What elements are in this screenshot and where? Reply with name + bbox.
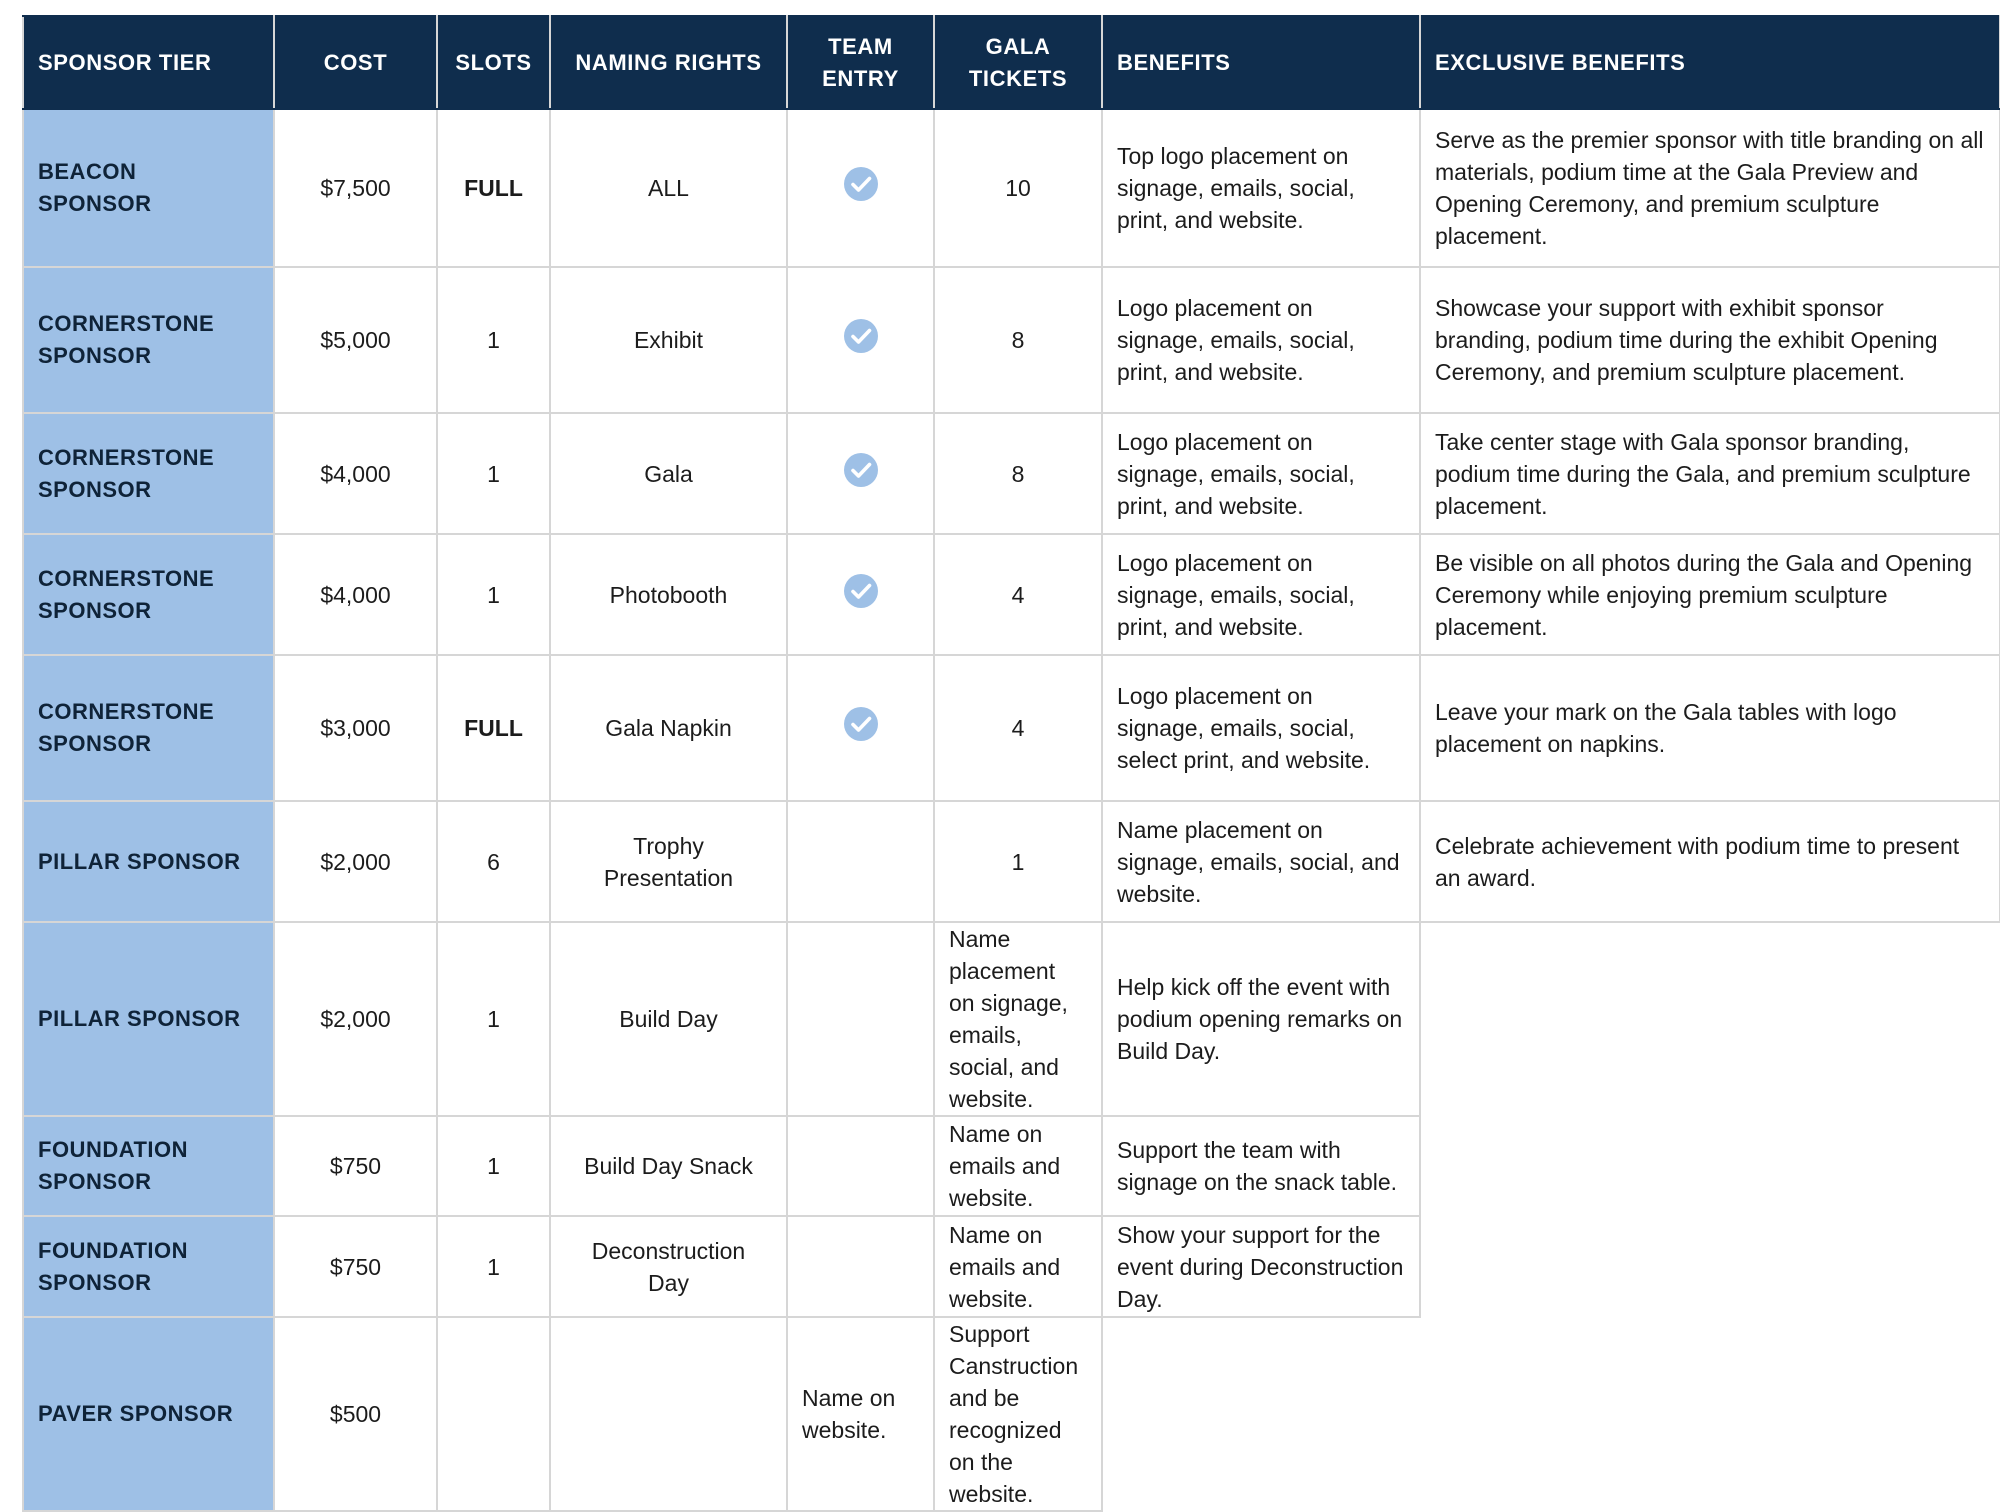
- table-row: [23, 801, 2000, 922]
- table-row: [23, 655, 2000, 801]
- tier-line1: PILLAR SPONSOR: [38, 1006, 241, 1031]
- cell-naming-rights: [550, 109, 787, 267]
- tier-line1: CORNERSTONE: [38, 311, 215, 336]
- header-row: [23, 16, 2000, 109]
- tier-line1: PILLAR SPONSOR: [38, 848, 241, 874]
- naming-line1: Build Day: [619, 1006, 718, 1032]
- header-cost: COST: [274, 16, 437, 109]
- cell-cost: $2,000: [274, 801, 437, 922]
- naming-line1: Photobooth: [609, 581, 728, 608]
- cell-exclusive-benefits: Celebrate achievement with podium time to present an award.: [1420, 801, 2000, 922]
- cell-exclusive-benefits: Support Canstruction and be recognized on the website.: [934, 1317, 1102, 1511]
- tier-line1: FOUNDATION: [38, 1137, 189, 1162]
- tier-line2: SPONSOR: [38, 731, 152, 756]
- cell-exclusive-benefits: Show your support for the event during Deconstruction Day.: [1102, 1216, 1420, 1317]
- naming-line1: Deconstruction: [591, 1237, 746, 1264]
- check-circle-icon: [843, 166, 879, 210]
- tier-line2: SPONSOR: [38, 476, 152, 502]
- header-gala-line1: GALA: [985, 33, 1051, 59]
- check-circle-icon: [843, 318, 879, 362]
- cell-gala-tickets: 1: [934, 801, 1102, 922]
- tier-line2: SPONSOR: [38, 191, 152, 216]
- header-team-entry: [787, 16, 934, 109]
- cell-cost: $4,000: [274, 534, 437, 655]
- cell-cost: $7,500: [274, 109, 437, 267]
- cell-benefits: Name placement on signage, emails, social, and website.: [934, 922, 1102, 1116]
- cell-benefits: Name placement on signage, emails, social, and website.: [1102, 801, 1420, 922]
- cell-naming-rights: [550, 1216, 787, 1317]
- table-row: [23, 1216, 2000, 1317]
- sponsor-table: [22, 15, 2000, 1512]
- cell-naming-rights: [550, 1116, 787, 1216]
- tier-line2: SPONSOR: [38, 343, 152, 368]
- cell-slots: 1: [437, 267, 550, 413]
- naming-line2: Day: [648, 1269, 689, 1296]
- cell-team-entry: [787, 922, 934, 1116]
- cell-slots: 1: [437, 1116, 550, 1216]
- cell-slots: 1: [437, 922, 550, 1116]
- cell-gala-tickets: 10: [934, 109, 1102, 267]
- cell-gala-tickets: 4: [934, 534, 1102, 655]
- header-benefits: BENEFITS: [1102, 16, 1420, 109]
- cell-naming-rights: [550, 267, 787, 413]
- cell-exclusive-benefits: Take center stage with Gala sponsor branding, podium time during the Gala, and premium sculpture placement.: [1420, 413, 2000, 534]
- cell-benefits: Logo placement on signage, emails, social, print, and website.: [1102, 534, 1420, 655]
- tier-line1: FOUNDATION: [38, 1237, 189, 1263]
- table-row: [23, 922, 2000, 1116]
- cell-sponsor-tier: [23, 655, 274, 801]
- tier-line1: BEACON: [38, 159, 137, 184]
- header-team-entry-line2: ENTRY: [822, 65, 899, 91]
- naming-line1: Gala: [644, 460, 693, 487]
- check-circle-icon: [843, 706, 879, 750]
- header-gala-line2: TICKETS: [968, 65, 1068, 91]
- cell-slots: 1: [437, 534, 550, 655]
- cell-benefits: Logo placement on signage, emails, social, print, and website.: [1102, 267, 1420, 413]
- cell-naming-rights: [550, 413, 787, 534]
- cell-cost: $500: [274, 1317, 437, 1511]
- cell-slots: 1: [437, 413, 550, 534]
- cell-slots: 6: [437, 801, 550, 922]
- cell-gala-tickets: 4: [934, 655, 1102, 801]
- cell-team-entry: [787, 1216, 934, 1317]
- cell-gala-tickets: 8: [934, 267, 1102, 413]
- header-exclusive-benefits: EXCLUSIVE BENEFITS: [1420, 16, 2000, 109]
- header-sponsor-tier: SPONSOR TIER: [23, 16, 274, 109]
- tier-line1: CORNERSTONE: [38, 699, 215, 724]
- tier-line1: CORNERSTONE: [38, 444, 215, 470]
- table-row: [23, 413, 2000, 534]
- header-slots: SLOTS: [437, 16, 550, 109]
- cell-cost: $4,000: [274, 413, 437, 534]
- cell-naming-rights: [550, 655, 787, 801]
- table-row: [23, 534, 2000, 655]
- table-row: [23, 267, 2000, 413]
- cell-benefits: Name on website.: [787, 1317, 934, 1511]
- table-row: [23, 1317, 2000, 1511]
- cell-exclusive-benefits: Showcase your support with exhibit sponsor branding, podium time during the exhibit Opening Ceremony, and premium sculpture placement.: [1420, 267, 2000, 413]
- cell-benefits: Top logo placement on signage, emails, social, print, and website.: [1102, 109, 1420, 267]
- cell-sponsor-tier: [23, 109, 274, 267]
- naming-line2: Presentation: [603, 864, 734, 891]
- cell-exclusive-benefits: Be visible on all photos during the Gala and Opening Ceremony while enjoying premium sculpture placement.: [1420, 534, 2000, 655]
- cell-sponsor-tier: [23, 1216, 274, 1317]
- table-row: [23, 1116, 2000, 1216]
- cell-exclusive-benefits: Support the team with signage on the snack table.: [1102, 1116, 1420, 1216]
- cell-team-entry: [787, 801, 934, 922]
- cell-team-entry: [787, 655, 934, 801]
- cell-sponsor-tier: [23, 801, 274, 922]
- cell-gala-tickets: 8: [934, 413, 1102, 534]
- cell-benefits: Name on emails and website.: [934, 1116, 1102, 1216]
- cell-sponsor-tier: [23, 534, 274, 655]
- cell-team-entry: [787, 109, 934, 267]
- cell-cost: $5,000: [274, 267, 437, 413]
- tier-line2: SPONSOR: [38, 597, 152, 623]
- cell-naming-rights: [550, 801, 787, 922]
- cell-team-entry: [787, 534, 934, 655]
- cell-sponsor-tier: [23, 267, 274, 413]
- naming-line1: Exhibit: [633, 327, 704, 353]
- naming-line1: ALL: [648, 175, 689, 201]
- tier-line2: SPONSOR: [38, 1169, 152, 1194]
- check-circle-icon: [843, 573, 879, 617]
- cell-cost: $3,000: [274, 655, 437, 801]
- sponsor-table-container: [22, 15, 2000, 1512]
- cell-team-entry: [787, 267, 934, 413]
- cell-benefits: Logo placement on signage, emails, social, select print, and website.: [1102, 655, 1420, 801]
- check-circle-icon: [843, 452, 879, 496]
- tier-line1: CORNERSTONE: [38, 565, 215, 591]
- cell-cost: $750: [274, 1116, 437, 1216]
- naming-line1: Gala Napkin: [605, 715, 732, 741]
- cell-naming-rights: [550, 922, 787, 1116]
- cell-exclusive-benefits: Help kick off the event with podium opening remarks on Build Day.: [1102, 922, 1420, 1116]
- cell-exclusive-benefits: Leave your mark on the Gala tables with logo placement on napkins.: [1420, 655, 2000, 801]
- cell-sponsor-tier: [23, 922, 274, 1116]
- cell-slots: FULL: [437, 109, 550, 267]
- cell-team-entry: [787, 1116, 934, 1216]
- cell-slots: FULL: [437, 655, 550, 801]
- cell-cost: $2,000: [274, 922, 437, 1116]
- cell-exclusive-benefits: Serve as the premier sponsor with title branding on all materials, podium time at the Gala Preview and Opening Ceremony, and premium sculpture placement.: [1420, 109, 2000, 267]
- cell-sponsor-tier: [23, 1317, 274, 1511]
- cell-benefits: Logo placement on signage, emails, social, print, and website.: [1102, 413, 1420, 534]
- cell-team-entry: [787, 413, 934, 534]
- header-team-entry-line1: TEAM: [828, 33, 893, 59]
- cell-benefits: Name on emails and website.: [934, 1216, 1102, 1317]
- cell-slots: 1: [437, 1216, 550, 1317]
- tier-line2: SPONSOR: [38, 1269, 152, 1295]
- cell-naming-rights: [437, 1317, 550, 1511]
- naming-line1: Build Day Snack: [584, 1153, 753, 1179]
- naming-line1: Trophy: [633, 832, 704, 859]
- cell-sponsor-tier: [23, 413, 274, 534]
- cell-cost: $750: [274, 1216, 437, 1317]
- cell-team-entry: [550, 1317, 787, 1511]
- header-gala-tickets: [934, 16, 1102, 109]
- table-row: [23, 109, 2000, 267]
- cell-sponsor-tier: [23, 1116, 274, 1216]
- header-naming-rights: NAMING RIGHTS: [550, 16, 787, 109]
- tier-line1: PAVER SPONSOR: [38, 1401, 234, 1426]
- cell-naming-rights: [550, 534, 787, 655]
